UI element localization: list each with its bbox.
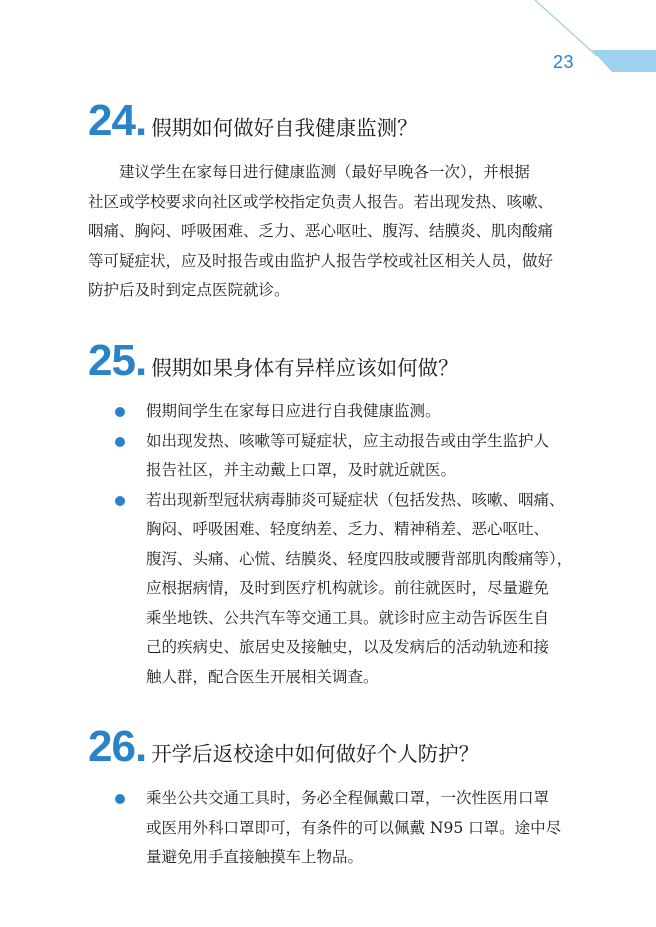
section-25-bullet-list (114, 397, 594, 692)
paragraph-line: 等可疑症状，应及时报告或由监护人报告学校或社区相关人员，做好 (88, 251, 554, 270)
bullet-line: 乘坐地铁、公共汽车等交通工具。就诊时应主动告诉医生自 (146, 608, 550, 627)
bullet-dot-icon (115, 496, 125, 506)
bullet-item (114, 397, 594, 427)
bullet-line: 若出现新型冠状病毒肺炎可疑症状（包括发热、咳嗽、咽痛、 (146, 490, 565, 509)
page-number: 23 (553, 52, 575, 72)
paragraph-line: 防护后及时到定点医院就诊。 (88, 281, 290, 299)
bullet-dot-icon (115, 794, 125, 804)
paragraph-line: 咽痛、胸闷、呼吸困难、乏力、恶心呕吐、腹泻、结膜炎、肌肉酸痛 (88, 222, 554, 240)
bullet-line: 或医用外科口罩即可，有条件的可以佩戴 N95 口罩。途中尽 (146, 818, 562, 837)
bullet-line: 乘坐公共交通工具时，务必全程佩戴口罩，一次性医用口罩 (146, 789, 550, 807)
bullet-line: 腹泻、头痛、心慌、结膜炎、轻度四肢或腰背部肌肉酸痛等）， (146, 549, 573, 568)
bullet-line: 如出现发热、咳嗽等可疑症状，应主动报告或由学生监护人 (146, 431, 550, 450)
section-number-dot: . (134, 722, 148, 771)
section-title: 假期如何做好自我健康监测？ (151, 116, 418, 140)
bullet-item (114, 784, 594, 873)
bullet-item (114, 427, 594, 486)
section-number: 24 (88, 96, 135, 145)
section-number-dot: . (134, 96, 148, 145)
bullet-line: 胸闷、呼吸困难、轻度纳差、乏力、精神稍差、恶心呕吐、 (146, 520, 550, 538)
bullet-line: 假期间学生在家每日应进行自我健康监测。 (146, 402, 441, 420)
corner-tab (592, 50, 656, 72)
section-heading-24 (88, 96, 418, 144)
section-heading-26 (88, 722, 479, 770)
section-number-dot: . (134, 336, 148, 385)
bullet-line: 触人群，配合医生开展相关调查。 (146, 667, 379, 686)
section-number: 25 (88, 336, 135, 385)
bullet-dot-icon (115, 437, 125, 447)
section-title: 假期如果身体有异样应该如何做？ (151, 356, 459, 380)
bullet-line: 己的疾病史、旅居史及接触史，以及发病后的活动轨迹和接 (146, 638, 550, 656)
section-24-paragraph (88, 158, 590, 306)
paragraph-line: 社区或学校要求向社区或学校指定负责人报告。若出现发热、咳嗽、 (88, 192, 554, 211)
section-26-bullet-list (114, 784, 594, 873)
section-heading-25 (88, 336, 459, 384)
section-title: 开学后返校途中如何做好个人防护？ (151, 742, 480, 766)
bullet-dot-icon (115, 407, 125, 417)
paragraph-line: 建议学生在家每日进行健康监测（最好早晚各一次），并根据 (119, 163, 530, 181)
section-number: 26 (88, 722, 135, 771)
bullet-item (114, 486, 594, 693)
bullet-line: 应根据病情，及时到医疗机构就诊。前往就医时，尽量避免 (146, 579, 550, 597)
bullet-line: 报告社区，并主动戴上口罩，及时就近就医。 (146, 461, 457, 479)
bullet-line: 量避免用手直接触摸车上物品。 (146, 848, 364, 866)
